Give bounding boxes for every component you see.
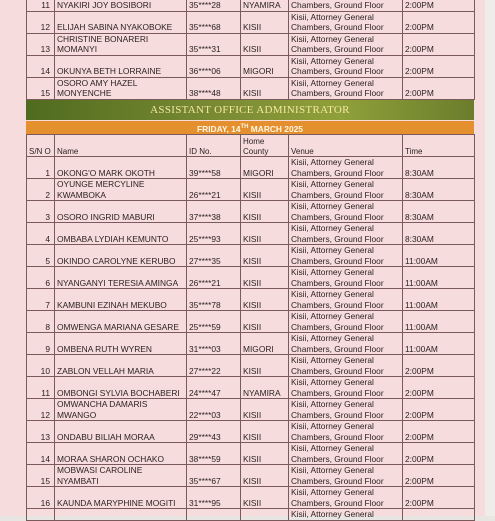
venue-line: Chambers, Ground Floor (291, 44, 384, 54)
table-row (27, 201, 475, 223)
row-number: 9 (27, 333, 55, 355)
table-row (27, 289, 475, 311)
header-venue: Venue (289, 135, 403, 157)
venue-line: Kisii, Attorney General (291, 201, 374, 211)
row-number: 11 (27, 0, 55, 11)
time: 2:00PM (403, 55, 475, 77)
candidate-name: OKONG'O MARK OKOTH (55, 157, 187, 179)
venue (289, 289, 403, 311)
venue-line: Chambers, Ground Floor (291, 475, 384, 486)
time: 11:00AM (403, 289, 475, 311)
venue-line: Kisii, Attorney General (291, 443, 374, 453)
venue-line: Chambers, Ground Floor (291, 299, 384, 310)
venue-line: Chambers, Ground Floor (291, 255, 384, 266)
home-county: KISII (241, 421, 289, 443)
candidate-id: 35****68 (187, 11, 241, 33)
time: 2:00PM (403, 465, 475, 487)
candidate-id: 35****67 (187, 465, 241, 487)
home-county: KISII (241, 443, 289, 465)
venue-line: Kisii, Attorney General (291, 399, 374, 409)
time: 8:30AM (403, 157, 475, 179)
home-county: KISII (241, 311, 289, 333)
venue-line: Kisii, Attorney General (291, 465, 374, 475)
home-county: MIGORI (241, 333, 289, 355)
section-title-banner (26, 100, 474, 120)
candidate-id: 35****28 (187, 0, 241, 11)
time: 2:00PM (403, 377, 475, 399)
row-number: 16 (27, 487, 55, 509)
time: 2:00PM (403, 399, 475, 421)
candidate-name: MOBWASI CAROLINE NYAMBATI (55, 465, 187, 487)
row-number: 12 (27, 399, 55, 421)
venue-line: Chambers, Ground Floor (291, 431, 384, 442)
candidate-name: MORAA SHARON OCHAKO (55, 443, 187, 465)
row-number: 13 (27, 33, 55, 55)
row-number: 8 (27, 311, 55, 333)
candidate-name: NYANGANYI TERESIA AMINGA (55, 267, 187, 289)
venue-line: Kisii, Attorney General (291, 487, 374, 497)
table-row (27, 11, 475, 33)
candidate-id: 31****03 (187, 333, 241, 355)
candidate-name: OMWENGA MARIANA GESARE (55, 311, 187, 333)
row-number: 1 (27, 157, 55, 179)
row-number: 11 (27, 377, 55, 399)
table-row (27, 223, 475, 245)
home-county: KISII (241, 179, 289, 201)
venue (289, 421, 403, 443)
venue (289, 443, 403, 465)
venue-line: Kisii, Attorney General (291, 33, 374, 44)
venue-line: Kisii, Attorney General (291, 55, 374, 66)
table-row (27, 465, 475, 487)
header-name: Name (55, 135, 187, 157)
header-county: Home County (241, 135, 289, 157)
venue (289, 245, 403, 267)
home-county: KISII (241, 289, 289, 311)
home-county: KISII (241, 33, 289, 55)
header-sno: S/N O (27, 135, 55, 157)
candidates-table (26, 134, 475, 521)
venue-line: Chambers, Ground Floor (291, 189, 384, 200)
time: 8:30AM (403, 179, 475, 201)
candidate-id: 35****31 (187, 33, 241, 55)
row-number: 3 (27, 201, 55, 223)
home-county (241, 509, 289, 521)
previous-section-table (26, 0, 475, 100)
venue-line: Chambers, Ground Floor (291, 497, 384, 508)
venue-line: Chambers, Ground Floor (291, 22, 384, 32)
time: 2:00PM (403, 355, 475, 377)
home-county: MIGORI (241, 55, 289, 77)
candidate-id: 38****59 (187, 443, 241, 465)
row-number: 14 (27, 55, 55, 77)
venue (289, 11, 403, 33)
home-county: MIGORI (241, 157, 289, 179)
venue (289, 355, 403, 377)
session-date-rest: MARCH 2025 (248, 123, 303, 134)
row-number: 14 (27, 443, 55, 465)
home-county: KISII (241, 487, 289, 509)
venue-line: Kisii, Attorney General (291, 11, 374, 22)
home-county: NYAMIRA (241, 377, 289, 399)
row-number: 6 (27, 267, 55, 289)
venue (289, 55, 403, 77)
time: 11:00AM (403, 245, 475, 267)
venue-line: Kisii, Attorney General (291, 179, 374, 189)
candidate-name (55, 509, 187, 521)
candidate-name: KAUNDA MARYPHINE MOGITI (55, 487, 187, 509)
venue (289, 179, 403, 201)
home-county: KISII (241, 399, 289, 421)
table-row (27, 421, 475, 443)
candidate-id: 25****93 (187, 223, 241, 245)
venue-line: Chambers, Ground Floor (291, 387, 384, 398)
header-time: Time (403, 135, 475, 157)
venue (289, 333, 403, 355)
venue-line: Kisii, Attorney General (291, 267, 374, 277)
time: 11:00AM (403, 311, 475, 333)
candidate-id: 27****22 (187, 355, 241, 377)
table-row (27, 487, 475, 509)
home-county: KISII (241, 465, 289, 487)
session-date-day: FRIDAY, 14 (197, 123, 241, 134)
venue-line: Chambers, Ground Floor (291, 167, 384, 178)
candidate-id: 26****21 (187, 267, 241, 289)
row-number: 10 (27, 355, 55, 377)
table-row (27, 509, 475, 521)
table-row (27, 55, 475, 77)
candidate-id (187, 509, 241, 521)
venue-line: Chambers, Ground Floor (291, 277, 384, 288)
venue-line: Chambers, Ground Floor (291, 321, 384, 332)
time: 8:30AM (403, 201, 475, 223)
time (403, 509, 475, 521)
venue-line: Chambers, Ground Floor (291, 66, 384, 76)
session-date-suffix: TH (240, 124, 249, 130)
candidate-name: OSORO INGRID MABURI (55, 201, 187, 223)
row-number: 2 (27, 179, 55, 201)
venue (289, 399, 403, 421)
home-county: KISII (241, 223, 289, 245)
venue (289, 223, 403, 245)
section-title: ASSISTANT OFFICE ADMINISTRATOR (150, 104, 350, 116)
candidate-id: 37****38 (187, 201, 241, 223)
time: 2:00PM (403, 33, 475, 55)
venue (289, 201, 403, 223)
time: 11:00AM (403, 333, 475, 355)
venue-line: Chambers, Ground Floor (291, 233, 384, 244)
table-row (27, 0, 475, 11)
home-county: KISII (241, 77, 289, 99)
candidate-name: OMBABA LYDIAH KEMUNTO (55, 223, 187, 245)
candidate-name: ZABLON VELLAH MARIA (55, 355, 187, 377)
time: 2:00PM (403, 443, 475, 465)
candidate-name: OSORO AMY HAZEL MONYENCHE (55, 77, 187, 99)
venue (289, 77, 403, 99)
venue (289, 33, 403, 55)
candidate-name: CHRISTINE BONARERI MOMANYI (55, 33, 187, 55)
header-id: ID No. (187, 135, 241, 157)
candidate-id: 25****59 (187, 311, 241, 333)
candidate-name: OMBENA RUTH WYREN (55, 333, 187, 355)
candidate-name: OMBONGI SYLVIA BOCHABERI (55, 377, 187, 399)
row-number (27, 509, 55, 521)
table-row (27, 311, 475, 333)
time: 11:00AM (403, 267, 475, 289)
time: 2:00PM (403, 77, 475, 99)
time: 2:00PM (403, 487, 475, 509)
candidate-id: 29****43 (187, 421, 241, 443)
venue-line: Chambers, Ground Floor (291, 0, 384, 10)
candidate-id: 24****47 (187, 377, 241, 399)
table-row (27, 355, 475, 377)
candidate-id: 22****03 (187, 399, 241, 421)
candidate-name: OYUNGE MERCYLINE KWAMBOKA (55, 179, 187, 201)
venue-line: Kisii, Attorney General (291, 223, 374, 233)
venue (289, 267, 403, 289)
candidate-name: ONDABU BILIAH MORAA (55, 421, 187, 443)
table-row (27, 179, 475, 201)
time: 2:00PM (403, 421, 475, 443)
candidate-name: ELIJAH SABINA NYAKOBOKE (55, 11, 187, 33)
venue-line: Kisii, Attorney General (291, 333, 374, 343)
row-number: 12 (27, 11, 55, 33)
venue-line: Chambers, Ground Floor (291, 409, 384, 420)
candidate-id: 39****58 (187, 157, 241, 179)
home-county: KISII (241, 355, 289, 377)
row-number: 7 (27, 289, 55, 311)
table-header-row (27, 135, 475, 157)
candidate-name: OMWANCHA DAMARIS MWANGO (55, 399, 187, 421)
candidate-id: 26****21 (187, 179, 241, 201)
table-row (27, 443, 475, 465)
venue-line: Kisii, Attorney General (291, 421, 374, 431)
candidate-name: KAMBUNI EZINAH MEKUBO (55, 289, 187, 311)
row-number: 15 (27, 77, 55, 99)
table-row (27, 157, 475, 179)
page-edge (485, 0, 495, 516)
venue (289, 0, 403, 11)
venue-line: Kisii, Attorney General (291, 157, 374, 167)
table-row (27, 399, 475, 421)
row-number: 13 (27, 421, 55, 443)
session-date-row (26, 121, 474, 134)
home-county: KISII (241, 267, 289, 289)
candidate-id: 38****48 (187, 77, 241, 99)
venue-line: Chambers, Ground Floor (291, 88, 384, 98)
venue-line: Kisii, Attorney General (291, 355, 374, 365)
row-number: 15 (27, 465, 55, 487)
home-county: KISII (241, 11, 289, 33)
venue (289, 311, 403, 333)
candidate-name: OKINDO CAROLYNE KERUBO (55, 245, 187, 267)
venue (289, 509, 403, 521)
candidate-id: 35****78 (187, 289, 241, 311)
venue-line: Chambers, Ground Floor (291, 365, 384, 376)
venue (289, 487, 403, 509)
candidate-name: OKUNYA BETH LORRAINE (55, 55, 187, 77)
time: 8:30AM (403, 223, 475, 245)
venue-line: Kisii, Attorney General (291, 289, 374, 299)
venue-line: Kisii, Attorney General (291, 311, 374, 321)
venue-line: Chambers, Ground Floor (291, 211, 384, 222)
home-county: NYAMIRA (241, 0, 289, 11)
venue-line: Kisii, Attorney General (291, 245, 374, 255)
table-row (27, 333, 475, 355)
venue (289, 377, 403, 399)
venue-line: Chambers, Ground Floor (291, 453, 384, 464)
row-number: 4 (27, 223, 55, 245)
venue (289, 465, 403, 487)
time: 2:00PM (403, 0, 475, 11)
home-county: KISII (241, 245, 289, 267)
table-row (27, 33, 475, 55)
candidate-id: 36****06 (187, 55, 241, 77)
table-row (27, 267, 475, 289)
table-row (27, 245, 475, 267)
row-number: 5 (27, 245, 55, 267)
home-county: KISII (241, 201, 289, 223)
venue-line: Chambers, Ground Floor (291, 343, 384, 354)
candidate-name: NYAKIRI JOY BOSIBORI (55, 0, 187, 11)
table-row (27, 377, 475, 399)
table-row (27, 77, 475, 99)
venue (289, 157, 403, 179)
venue-line: Kisii, Attorney General (291, 377, 374, 387)
time: 2:00PM (403, 11, 475, 33)
venue-line: Kisii, Attorney General (291, 77, 374, 88)
venue-line: Kisii, Attorney General (291, 509, 374, 519)
candidate-id: 31****95 (187, 487, 241, 509)
candidate-id: 27****35 (187, 245, 241, 267)
